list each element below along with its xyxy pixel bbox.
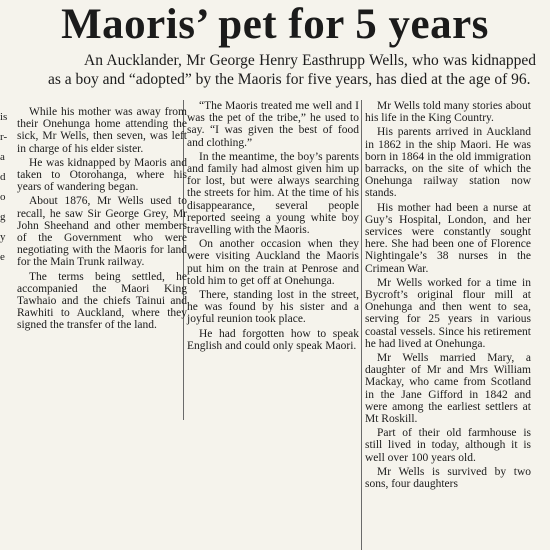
paragraph: There, standing lost in the street, he was found by his sister and a joyful reunion took place. xyxy=(187,289,359,326)
paragraph: About 1876, Mr Wells used to recall, he saw Sir George Grey, Mr John Sheehand and other members of the Government who were negotiating with the Maoris for land for the Main Trunk railway. xyxy=(17,195,187,269)
article-column-3 xyxy=(365,100,531,492)
margin-fragments xyxy=(0,112,12,272)
paragraph: He was kidnapped by Maoris and taken to Otorohanga, where his years of wandering began. xyxy=(17,156,187,194)
paragraph: On another occasion when they were visiting Auckland the Maoris put him on the train at Penrose and told him to get off at Onehunga. xyxy=(187,238,359,287)
paragraph: Mr Wells worked for a time in Bycroft’s original flour mill at Onehunga and then went to sea, serving for 25 years in various coastal vessels. Since his retirement he had lived at Onehunga. xyxy=(365,276,531,350)
paragraph: He had forgotten how to speak English and could only speak Maori. xyxy=(187,327,359,352)
margin-fragment: e xyxy=(0,251,5,263)
paragraph: In the meantime, the boy’s parents and family had almost given him up for lost, but were always searching the streets for him. At the time of his disappearance, several people reported seeing a young white boy travelling with the Maoris. xyxy=(187,150,359,237)
article-column-1 xyxy=(17,106,187,334)
headline: Maoris’ pet for 5 years xyxy=(61,1,489,48)
margin-fragment: is xyxy=(0,111,8,123)
paragraph: Part of their old farmhouse is still lived in today, although it is well over 100 years old. xyxy=(365,427,531,464)
paragraph: “The Maoris treated me well and I was the pet of the tribe,” he used to say. “I was given the best of food and clothing.” xyxy=(187,100,359,149)
paragraph: The terms being settled, he accompanied the Maori King Tawhaio and the chiefs Tainui and Rawhiti to Auckland, where they signed the transfer of the land. xyxy=(17,270,187,332)
column-divider xyxy=(361,100,362,550)
margin-fragment: a xyxy=(0,151,5,163)
paragraph: Mr Wells told many stories about his life in the King Country. xyxy=(365,100,531,125)
margin-fragment: o xyxy=(0,191,6,203)
paragraph: Mr Wells is survived by two sons, four daughters xyxy=(365,465,531,491)
article-column-2 xyxy=(187,100,359,354)
margin-fragment: g xyxy=(0,211,6,223)
margin-fragment: r- xyxy=(0,131,8,143)
lede-paragraph xyxy=(48,52,536,89)
paragraph: His parents arrived in Auckland in 1862 in the ship Maori. He was born in 1864 in the old immigration barracks, on the site of which the Onehunga railway station now stands. xyxy=(365,126,531,200)
margin-fragment: d xyxy=(0,171,6,183)
paragraph: Mr Wells married Mary, a daughter of Mr and Mrs William Mackay, who came from Scotland in the Jane Gifford in 1842 and were among the earliest settlers at Mt Roskill. xyxy=(365,352,531,426)
margin-fragment: y xyxy=(0,231,6,243)
paragraph: His mother had been a nurse at Guy’s Hospital, London, and her services were constantly sought here. She had been one of Florence Nightingale’s 38 nurses in the Crimean War. xyxy=(365,201,531,275)
paragraph: While his mother was away from their Onehunga home attending the sick, Mr Wells, then seven, was left in charge of his elder sister. xyxy=(17,106,187,155)
lede-text: An Aucklander, Mr George Henry Easthrupp Wells, who was kidnapped as a boy and “adopted” by the Maoris for five years, has died at the age of 96. xyxy=(48,52,536,88)
